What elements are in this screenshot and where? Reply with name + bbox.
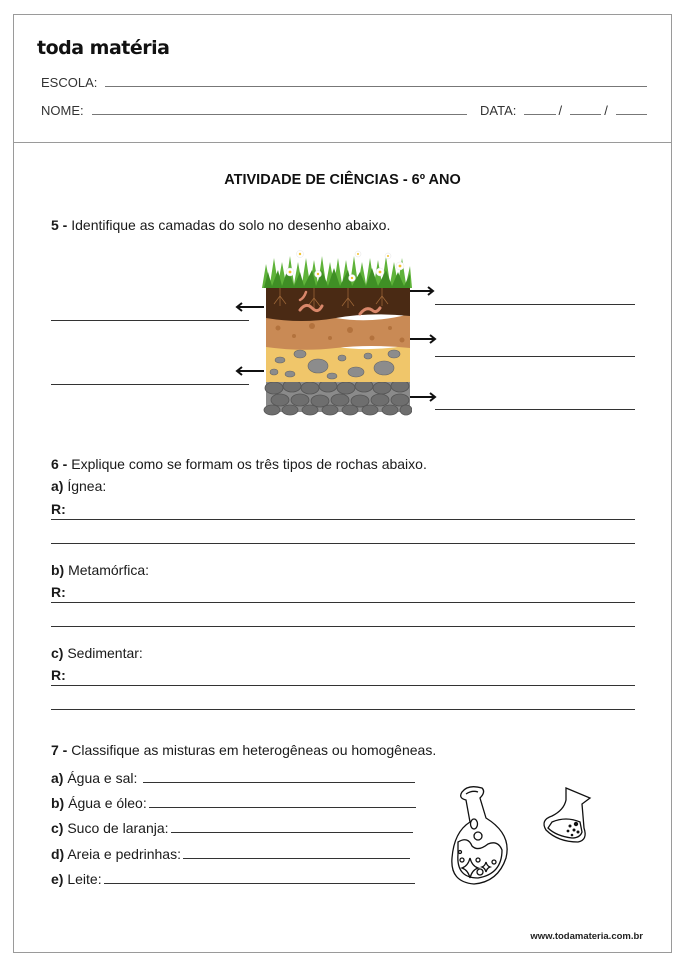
date-month-blank[interactable] [570, 114, 601, 115]
rock-item-metamorphic [51, 562, 149, 578]
soil-left-blank-1[interactable] [51, 320, 249, 321]
item-label: Metamórfica: [64, 562, 150, 578]
name-date-row [41, 103, 647, 118]
item-label: Ígnea: [63, 478, 107, 494]
rock-item-igneous [51, 478, 106, 494]
item-letter: a) [51, 770, 64, 786]
item-label: Sedimentar: [63, 645, 143, 661]
brand-logo: toda matéria [37, 37, 170, 59]
footer-url[interactable]: www.todamateria.com.br [530, 931, 643, 942]
rock-item-sedimentary [51, 645, 143, 661]
answer-line-metamorphic-2[interactable] [51, 626, 635, 627]
name-label: NOME: [41, 103, 84, 118]
mixture-item-a [51, 770, 415, 786]
question-text: Classifique as misturas em heterogêneas ou homogêneas. [67, 742, 437, 758]
name-blank[interactable] [92, 114, 467, 115]
mixture-item-d [51, 846, 410, 862]
date-separator: / [558, 103, 563, 118]
answer-label: R: [51, 584, 66, 600]
worksheet-header [14, 15, 671, 143]
soil-right-blank-1[interactable] [435, 304, 635, 305]
date-day-blank[interactable] [524, 114, 555, 115]
item-label: Suco de laranja: [63, 820, 169, 836]
question-5 [51, 217, 390, 233]
answer-line-sedimentary-2[interactable] [51, 709, 635, 710]
item-label: Água e óleo: [64, 795, 147, 811]
question-number: 5 - [51, 217, 68, 233]
arrow-right-icon [408, 392, 438, 402]
date-year-blank[interactable] [616, 114, 647, 115]
item-letter: b) [51, 795, 65, 811]
item-label: Areia e pedrinhas: [64, 846, 181, 862]
lab-flasks-illustration [448, 780, 608, 890]
item-letter: d) [51, 846, 65, 862]
answer-line-sedimentary-1[interactable] [51, 685, 635, 686]
date-label: DATA: [480, 103, 517, 118]
item-label: Água e sal: [63, 770, 138, 786]
question-7 [51, 742, 436, 758]
soil-layers-illustration [260, 248, 412, 416]
mixture-blank-a[interactable] [143, 782, 415, 783]
mixture-item-b [51, 795, 416, 811]
question-number: 7 - [51, 742, 68, 758]
school-field [41, 75, 647, 90]
question-number: 6 - [51, 456, 68, 472]
date-separator: / [604, 103, 608, 118]
arrow-right-icon [408, 334, 438, 344]
item-letter: c) [51, 820, 64, 836]
soil-right-blank-3[interactable] [435, 409, 635, 410]
mixture-item-c [51, 820, 413, 836]
item-letter: a) [51, 478, 64, 494]
answer-label: R: [51, 501, 66, 517]
mixture-blank-e[interactable] [104, 883, 415, 884]
page-title: ATIVIDADE DE CIÊNCIAS - 6º ANO [224, 172, 461, 188]
school-label: ESCOLA: [41, 75, 98, 90]
item-letter: e) [51, 871, 64, 887]
school-blank[interactable] [105, 86, 647, 87]
mixture-item-e [51, 871, 415, 887]
question-text: Explique como se formam os três tipos de rochas abaixo. [67, 456, 427, 472]
answer-label: R: [51, 667, 66, 683]
mixture-blank-b[interactable] [149, 807, 416, 808]
question-text: Identifique as camadas do solo no desenho abaixo. [67, 217, 391, 233]
question-6 [51, 456, 427, 472]
item-letter: c) [51, 645, 64, 661]
item-letter: b) [51, 562, 65, 578]
soil-right-blank-2[interactable] [435, 356, 635, 357]
answer-line-igneous-1[interactable] [51, 519, 635, 520]
soil-left-blank-2[interactable] [51, 384, 249, 385]
answer-line-igneous-2[interactable] [51, 543, 635, 544]
item-label: Leite: [63, 871, 102, 887]
answer-line-metamorphic-1[interactable] [51, 602, 635, 603]
mixture-blank-c[interactable] [171, 832, 413, 833]
mixture-blank-d[interactable] [183, 858, 410, 859]
